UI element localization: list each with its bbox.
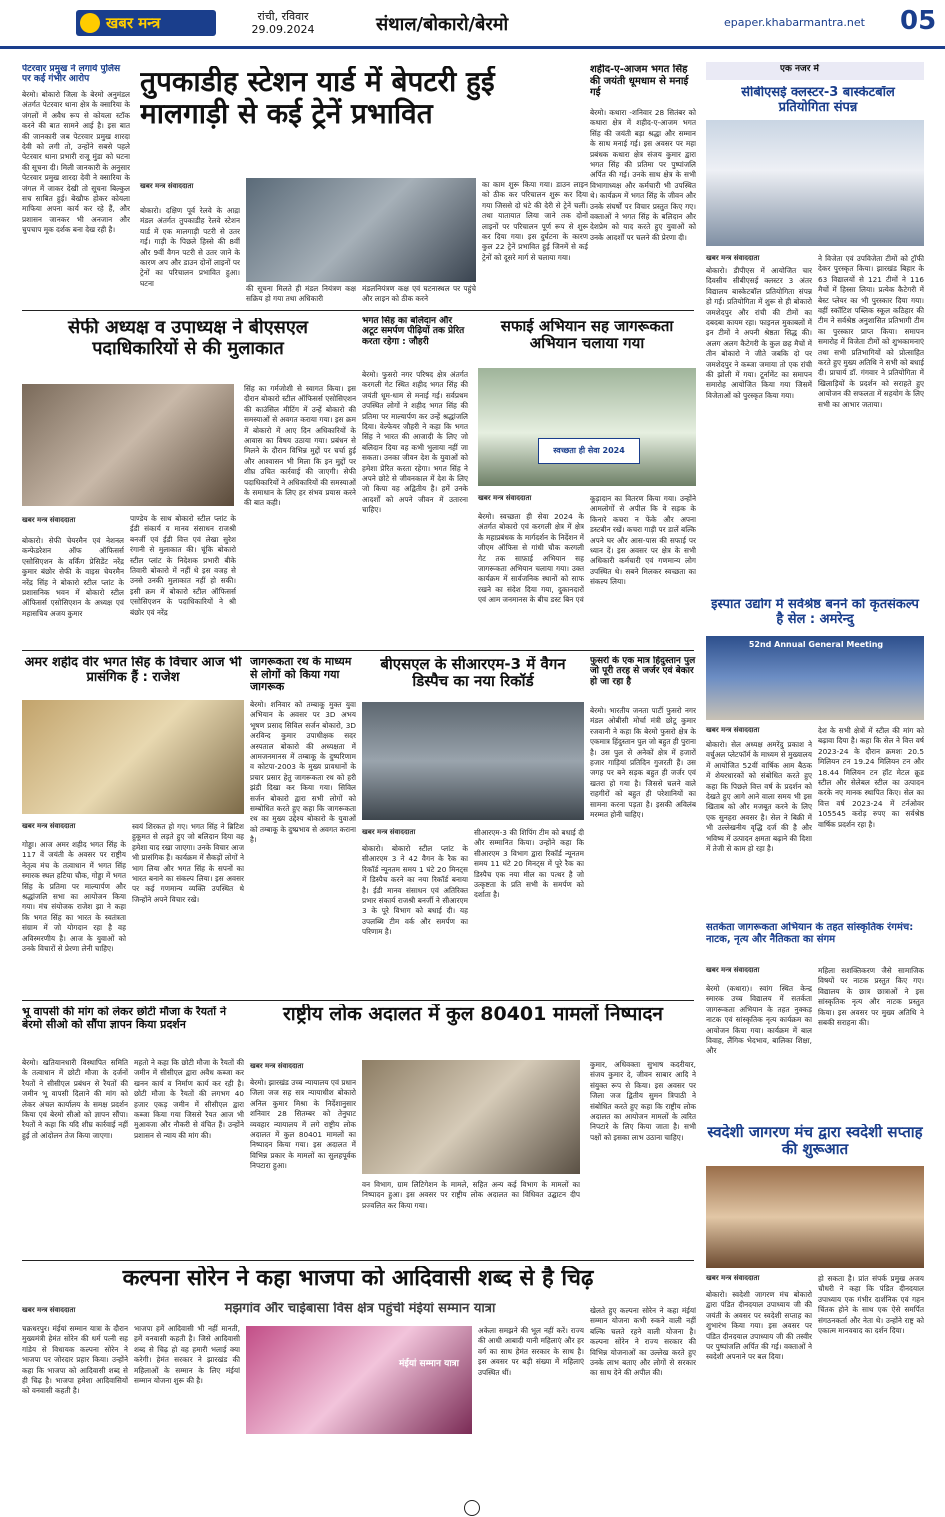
a13-headline: सतर्कता जागरूकता अभियान के तहत सांस्कृतिक रंगमंच: नाटक, नृत्य और नैतिकता का संगम [706,922,914,945]
a14-body-2: महतो ने कहा कि छोटी मौजा के रैयतों की जमीन में सीसीएल द्वारा अवैध कब्जा कर खनन कार्य व निर्माण कार्य कर रही है। छोटी मौजा के रैयतों की लगभग 40 हजार एकड़ जमीन में सीसीएल द्वारा कब्जा किया गया जिससे रैयत आज भी मुआवजा और नौकरी से वंचित हैं। उन्होंने प्रशासन से न्याय की मांग की। [134,1058,244,1140]
a16-headline: स्वदेशी जागरण मंच द्वारा स्वदेशी सप्ताह की शुरूआत [707,1124,923,1159]
a2-body-4: का काम शुरू किया गया। डाउन लाइन को ठीक कर परिचालन शुरू कर दिया गया जिससे दो घंटे की देरी से ट्रेनें चलीं। तथा यातायात लिया जाने तक दोनों लाइनों पर परिचालन पूर्ण रूप से शुरू कर दिया गया। इस दुर्घटना के कारण कुल 22 ट्रेनें प्रभावित हुई जिनमें से कई ट्रेनों को दूसरे मार्ग से चलाया गया। [482,180,588,262]
a17-body-3: अकेला समझने की भूल नहीं करें। राज्य की आधी आबादी यानी महिलाएं और हर वर्ग का साथ हेमंत सरकार के साथ है। इस अवसर पर बड़ी संख्या में महिलाएं उपस्थित थीं। [478,1326,584,1377]
brand-mark-icon [80,13,100,33]
a6-body: बेरमो। फुसरो नगर परिषद क्षेत्र अंतर्गत करगली गेट स्थित शहीद भगत सिंह की जयंती धूम-धाम से मनाई गई। सर्वप्रथम उपस्थित लोगों ने शहीद भगत सिंह की प्रतिमा पर माल्यार्पण कर उन्हें श्रद्धांजलि दिया। वेल्फेयर जौहरी ने कहा कि भगत सिंह ने भारत की आजादी के लिए जो बलिदान दिया वह कभी भुलाया नहीं जा सकता। उनका जीवन देश के युवाओं को हमेशा प्रेरित करता रहेगा। भगत सिंह ने अपने छोटे से जीवनकाल में देश के लिए जो किया वह अद्वितीय है। हमें उनके आदर्शों को अपने जीवन में उतारना चाहिए। [362,370,468,515]
a8-byline: खबर मन्त्र संवाददाता [706,726,760,734]
bhagat-singh-statue-photo [22,700,244,814]
a17-subheadline: मझगांव और चाईबासा विस क्षेत्र पहुंची मंईयां सम्मान यात्रा [224,1302,496,1316]
epaper-link[interactable]: epaper.khabarmantra.net [724,16,865,29]
brand-logo[interactable]: खबर मन्त्र [76,10,216,36]
a13-byline: खबर मन्त्र संवाददाता [706,966,760,974]
a5-headline: सेफी अध्यक्ष व उपाध्यक्ष ने बीएसएल पदाधिकारियों से की मुलाकात [68,318,308,359]
agm-stage-photo [706,636,924,720]
a4-byline: खबर मन्त्र संवाददाता [706,254,760,262]
a5-body-1: बोकारो। सेफी चेयरमैन एवं नेशनल कन्फेडरेशन ऑफ ऑफिसर्स एसोसिएशन के वर्किंग प्रेसिडेंट नरेंद्र कुमार बंछोर सेफी के वाइस चेयरमैन नरेंद्र सिंह ने बोकारो स्टील प्लांट के प्रशासनिक भवन में बोकारो स्टील ऑफिसर्स एसोसिएशन के अध्यक्ष एवं महासचिव अजय कुमार [22,536,124,618]
a6-headline: भगत सिंह का बलिदान और अटूट समर्पण पीढ़ियों तक प्रेरित करता रहेगा : जौहरी [362,316,465,347]
a2-body-2: की सूचना मिलते ही मंडल नियंत्रण कक्ष सक्रिय हो गया तथा अधिकारी [246,284,356,304]
a11-headline: बीएसएल के सीआरएम-3 में वैगन डिस्पैच का नया रिकॉर्ड [380,656,566,691]
a3-body: बेरमो। कथारा -शनिवार 28 सितंबर को कथारा क्षेत्र में शहीद-ए-आजम भगत सिंह की जयंती बड़ा श्रद्धा और सम्मान के साथ मनाई गई। इस अवसर पर महा प्रबंधक कथारा क्षेत्र संजय कुमार द्वारा भगत सिंह की प्रतिमा पर पुष्पांजलि अर्पित की गई। उनके साथ क्षेत्र के सभी विभागाध्यक्ष और कर्मचारी भी उपस्थित थे। कार्यक्रम में भगत सिंह के जीवन और उनके संघर्षों पर विचार प्रस्तुत किए गए। वक्ताओं ने भगत सिंह के बलिदान और देशप्रेम को याद करते हुए युवाओं को उनके आदर्शों पर चलने की प्रेरणा दी। [590,108,696,242]
cleanliness-banner: स्वच्छता ही सेवा 2024 [538,438,640,464]
a8-body-1: बोकारो। सेल अध्यक्ष अमरेंदु प्रकाश ने वर्चुअल प्लेटफॉर्म के माध्यम से मुख्यालय में आयोजित 52वीं वार्षिक आम बैठक में शेयरधारकों को संबोधित करते हुए कहा कि पिछले वित्त वर्ष के प्रदर्शन को देखते हुए आगे आने वाला समय भी इस खिताब को और मजबूत करने के लिए एक सुनहरा अवसर है। सेल ने बिक्री में भी उल्लेखनीय वृद्धि दर्ज की है और भविष्य में उत्पादन क्षमता बढ़ाने की दिशा में तेजी से काम हो रहा है। [706,740,812,854]
a3-headline: शहीद-ए-आजम भगत सिंह की जयंती धूमधाम से मनाई गई [590,64,689,98]
a2-body-3: मंडलनियंत्रण कक्ष एवं घटनास्थल पर पहुंचे और लाइन को ठीक करने [362,284,476,304]
a14-body-1: बेरमो। खतियानधारी विस्थापित समिति के तत्वाधान में छोटी मौजा के दर्जनों रैयतों ने सीसीएल प्रबंधन से रैयतों की जमीन भू वापसी दिलाने की मांग को लेकर अंचल कार्यालय के समक्ष प्रदर्शन किया एवं बेरमो सीओ को ज्ञापन सौंपा। रैयतों ने कहा कि यदि शीघ्र कार्रवाई नहीं हुई तो आंदोलन तेज किया जाएगा। [22,1058,128,1140]
a2-body-1: बोकारो। दक्षिण पूर्व रेलवे के आद्रा मंडल अंतर्गत तुपकाडीह रेलवे स्टेशन यार्ड में एक मालगाड़ी पटरी से उतर गई। गाड़ी के पिछले हिस्से की 8वीं और 9वीं वैगन पटरी से उतर जाने के कारण अप और डाउन दोनों लाइनों पर ट्रेनों का परिचालन प्रभावित हुआ। घटना [140,206,240,288]
a2-byline: खबर मन्त्र संवाददाता [140,182,194,190]
a1-headline: पेटरवार प्रमुख ने लगाये पुलिस पर कई गंभीर आरोप [22,64,121,85]
a16-byline: खबर मन्त्र संवाददाता [706,1274,760,1282]
maiyan-yatra-photo [246,1326,472,1434]
a7-body-2: कूड़ादान का वितरण किया गया। उन्होंने आमलोगों से अपील कि वे सड़क के किनारे कचरा न फेंके और अपना डस्टबीन रखें। कचरा गाड़ी पर डालें बल्कि अपने घर और आस-पास की सफाई पर ध्यान दें। इस अवसर पर क्षेत्र के सभी अधिकारी कर्मचारी एवं गणमान्य लोग उपस्थित थे। सबने मिलकर स्वच्छता का संकल्प लिया। [590,494,696,587]
a9-body-2: स्वयं शिरकत हो गए। भगत सिंह ने ब्रिटिश हुकूमत से लड़ते हुए जो बलिदान दिया वह हमेशा याद रखा जाएगा। उनके विचार आज भी प्रासंगिक हैं। कार्यक्रम में सैकड़ों लोगों ने भाग लिया और भगत सिंह के सपनों का भारत बनाने का संकल्प लिया। इस अवसर पर कई गणमान्य व्यक्ति उपस्थित थे जिन्होंने अपने विचार रखे। [132,822,244,904]
basketball-team-photo [706,120,924,246]
a17-body-4: खेलते हुए कल्पना सोरेन ने कहा मंईयां सम्मान योजना कभी रुकने वाली नहीं बल्कि चलते रहने वाली योजना है। कल्पना सोरेन ने राज्य सरकार की विभिन्न योजनाओं का उल्लेख करते हुए उनके लाभ बताए और लोगों से सरकार का साथ देने की अपील की। [590,1306,696,1378]
lok-adalat-photo [362,1060,580,1174]
a7-byline: खबर मन्त्र संवाददाता [478,494,532,502]
wagon-dispatch-photo [362,702,584,820]
a9-byline: खबर मन्त्र संवाददाता [22,822,76,830]
a1-body: बेरमो। बोकारो जिला के बेरमो अनुमंडल अंतर्गत पेटरवार थाना क्षेत्र के क्सारिया के जंगलों में अवैध रूप से कोयला स्टॉक करने की बात सामने आई है। इस बात की जानकारी जब पेटरवार प्रमुख शारदा देवी को लगी तो, उन्होंने सबसे पहले पेटरवार थाना प्रभारी राजू मुंडा को घटना की सूचना दी। मिली जानकारी के अनुसार पेटरवार प्रमुख शारदा देवी ने क्सारिया के जंगल में जाकर देखी तो सूचना बिल्कुल सच साबित हुई। बेखौफ होकर कोयला माफिया अपना कार्य कर रहे हैं, और प्रशासन जानकर भी अनजान और चुपचाप मूक दर्शक बना देख रही है। [22,90,130,235]
a16-body-2: हो सकता है। प्रांत संपर्क प्रमुख अजय चौधरी ने कहा कि पंडित दीनदयाल उपाध्याय एक गंभीर दार्शनिक एवं गहन चिंतक होने के साथ एक ऐसे समर्पित संगठनकर्ता और नेता थे। उन्होंने राष्ट्र को एकात्म मानववाद का दर्शन दिया। [818,1274,924,1336]
a17-headline: कल्पना सोरेन ने कहा भाजपा को आदिवासी शब्द से है चिढ़ [122,1266,594,1291]
dateline [238,10,328,36]
a5-body-2: पाण्डेय के साथ बोकारो स्टील प्लांट के ईडी संकार्य व मानव संसाधन राजश्री बनर्जी एवं ईडी वित्त एवं लेखा सुरेश रंगानी से मुलाकात की। चूंकि बोकारो स्टील प्लांट के निदेशक प्रभारी बीके तिवारी बोकारो में नहीं थे इस वजह से उनसे उनकी मुलाकात नहीं हो सकी। इसी क्रम में बोकारो स्टील ऑफिसर्स एसोसिएशन के पदाधिकारियों ने श्री बंछोर एवं नरेंद्र [130,514,236,617]
a14-headline: भू वापसी की मांग को लेकर छोटी मौजा के रैयतों ने बेरमो सीओ को सौंपा ज्ञापन किया प्रदर्शन [22,1006,227,1031]
a8-body-2: देश के सभी क्षेत्रों में स्टील की मांग को बढ़ावा दिया है। कहा कि सेल ने वित्त वर्ष 2023-24 के दौरान क्रमशः 20.5 मिलियन टन 19.24 मिलियन टन और 18.44 मिलियन टन हॉट मेटल क्रूड स्टील और सेलेबल स्टील का उत्पादन करके नए मानक स्थापित किए। सेल का वित्त वर्ष 2023-24 में टर्नओवर 105545 करोड़ रुपए का सर्वश्रेष्ठ वार्षिक प्रदर्शन रहा है। [818,726,924,829]
a17-byline: खबर मन्त्र संवाददाता [22,1306,76,1314]
a7-headline: सफाई अभियान सह जागरूकता अभियान चलाया गया [500,318,674,353]
divider [22,650,694,651]
a9-headline: अमर शहीद वीर भगत सिंह के विचार आज भी प्रासंगिक हैं : राजेश [24,656,242,685]
agm-banner: 52nd Annual General Meeting [748,640,884,649]
a4-body-2: ने विजेता एवं उपविजेता टीमों को ट्रॉफी देकर पुरस्कृत किया। झारखंड बिहार के 63 विद्यालयों से 121 टीमों ने 116 मैचों में हिस्सा लिया। प्रत्येक कैटेगरी में बेस्ट प्लेयर का भी पुरस्कार दिया गया। वहीं स्कॉटिश पब्लिक स्कूल कठिहार की टीम ने सर्वश्रेष्ठ अनुशासित प्रतिभागी टीम का पुरस्कार प्राप्त किया। समापन समारोह में विजेता टीमों को शुभकामनाएं तथा सभी प्रतिभागियों को प्रोत्साहित करते हुए मुख्य अतिथि ने सभी को बधाई दी। प्राचार्य डॉ. गंगवार ने प्रतियोगिता में खिलाड़ियों के प्रदर्शन को सराहते हुए आयोजन की सफलता में सहयोग के लिए सभी का आभार जताया। [818,254,924,409]
a11-body-2: सीआरएम-3 की शिपिंग टीम को बधाई दी और सम्मानित किया। उन्होंने कहा कि सीआरएम 3 विभाग द्वारा रिकॉर्ड न्यूनतम समय 11 घंटे 20 मिनट्स में पूरे रैक का डिस्पैच एक नया मील का पत्थर है जो उत्कृष्टता के प्रति सभी के समर्पण को दर्शाता है। [474,828,584,900]
registration-mark-icon [464,1500,480,1516]
a10-body: बेरमो। शनिवार को तम्बाकू मुक्त युवा अभियान के अवसर पर 3D अभय भूषण प्रसाद सिविल सर्जन बोकारो, 3D अरविन्द कुमार उपाधीक्षक सदर अस्पताल बोकारो की अध्यक्षता में आमजनमानस में तम्बाकू के दुष्परिणाम व कोटपा-2003 के मुख्य प्रावधानों के प्रचार प्रसार हेतु जागरूकता रथ को हरी झंडी दिखा कर किया गया। सिविल सर्जन बोकारो द्वारा सभी लोगों को सम्बोधित करते हुए कहा कि जागरूकता रथ का मुख्य उद्देश्य बोकारो के युवाओं को तम्बाकू के दुष्प्रभाव से अवगत कराना है। [250,700,356,845]
divider [22,310,694,311]
a5-body-3: सिंह का गर्मजोशी से स्वागत किया। इस दौरान बोकारो स्टील ऑफिसर्स एसोसिएशन की काउंसिल मीटिंग में उन्हें बोकारो की समस्याओं से अवगत कराया गया। इस क्रम में बोकारो में आए दिन अधिकारियों के आवास का विषय उठाया गया। प्रबंधन से मिलने के दौरान विभिन्न मुद्दों पर चर्चा हुई और आश्वासन भी मिला कि इन मुद्दों पर शीघ्र उचित कार्रवाई की जाएगी। सेफी पदाधिकारियों ने अधिकारियों की समस्याओं के समाधान के लिए हर संभव प्रयास करने की बात कही। [244,384,356,508]
a4-body-1: बोकारो। डीपीएस में आयोजित चार दिवसीय सीबीएसई क्लस्टर 3 अंतर विद्यालय बास्केटबॉल प्रतियोगिता संपन्न हो गई। प्रतियोगिता में शुरू से ही बोकारो जमशेदपुर और रांची की टीमों का दबदबा कायम रहा। फाइनल मुकाबलों में इन टीमों ने अपनी श्रेष्ठता सिद्ध की। अलग अलग कैटेगरी के कुल छह मैचों में तीन बोकारो ने जीते जबकि दो पर जमशेदपुर ने कब्जा जमाया तो एक रांची की झोली में गया। टूर्नामेंट का समापन समारोह आयोजित किया गया जिसमें विजेताओं को पुरस्कृत किया गया। [706,266,812,400]
divider [22,1000,694,1001]
a15-body-2: वन विभाग, ग्राम लिटिगेशन के मामले, सहित अन्य कई विभाग के मामलों का निष्पादन हुआ। इस अवसर पर राष्ट्रीय लोक अदालत का विधिवत उद्घाटन दीप प्रज्वलित कर किया गया। [362,1180,580,1210]
a16-body-1: बोकारो। स्वदेशी जागरण मंच बोकारो द्वारा पंडित दीनदयाल उपाध्याय जी की जयंती के अवसर पर स्वदेशी सप्ताह का शुभारंभ किया गया। इस अवसर पर पंडित दीनदयाल उपाध्याय जी की तस्वीर पर पुष्पांजलि अर्पित की गई। वक्ताओं ने स्वदेशी अपनाने पर बल दिया। [706,1290,812,1362]
a17-body-1: चक्रधरपुर। मंईयां सम्मान यात्रा के दौरान मुख्यमंत्री हेमंत सोरेन की धर्म पत्नी सह गांडेय से विधायक कल्पना सोरेन ने भाजपा पर जोरदार प्रहार किया। उन्होंने कहा कि भाजपा को आदिवासी शब्द से ही चिढ़ है। भाजपा हमेशा आदिवासियों को वनवासी कहती है। [22,1324,128,1396]
swadeshi-event-photo [706,1166,924,1268]
divider [22,1260,694,1261]
a12-body: बेरमो। भारतीय जनता पार्टी फुसरो नगर मंडल ओबीसी मोर्चा मंत्री छोटू कुमार रजवानी ने कहा कि बेरमो फुसरो क्षेत्र के एकमात्र हिंदुस्तान पुल जो बहुत ही पुराना है। उस पुल से अनेकों क्षेत्र में हजारों हजार गाड़ियां प्रतिदिन गुजरती हैं। उस जगह पर बने सड़क बहुत ही जर्जर एवं खतरा हो गया है। जिससे चलने वाले राहगीरों को बहुत ही परेशानियों का सामना करना पड़ता है। इसकी अविलंब मरम्मत होनी चाहिए। [590,706,696,820]
a10-headline: जागरूकता रथ के माध्यम से लोगों को किया गया जागरूक [250,656,352,694]
a13-body-2: महिला सशक्तिकरण जैसे सामाजिक विषयों पर नाटक प्रस्तुत किए गए। विद्यालय के छात्र छात्राओं ने इस सांस्कृतिक नृत्य और नाटक प्रस्तुत किया। इस अवसर पर मुख्य अतिथि ने सबकी सराहना की। [818,966,924,1028]
a11-byline: खबर मन्त्र संवाददाता [362,828,416,836]
a9-body-1: गोड्डा। आज अमर शहीद भगत सिंह के 117 वें जयंती के अवसर पर राष्ट्रीय नेतृत्व मंच के तत्वाधान में भगत सिंह स्मारक स्थल हटिया चौक, गोड्डा में भगत सिंह के प्रतिमा पर माल्यार्पण और श्रद्धांजलि सभा का आयोजन किया गया। मंच संयोजक राजेश झा ने कहा कि भगत सिंह का भारत के स्वतंत्रता संग्राम में जो योगदान रहा है वह अविस्मरणीय है। आज के युवाओं को उनके विचारों से प्रेरणा लेनी चाहिए। [22,840,126,954]
a2-headline: तुपकाडीह स्टेशन यार्ड में बेपटरी हुई मालगाड़ी से कई ट्रेनें प्रभावित [140,66,495,131]
cleanliness-drive-photo [478,368,696,486]
a17-body-2: भाजपा हमें आदिवासी भी नहीं मानती, हमें वनवासी कहती है। जिसे आदिवासी शब्द से चिढ़ हो वह हमारी भलाई क्या करेगी। हेमंत सरकार ने झारखंड की महिलाओं के सम्मान के लिए मंईयां सम्मान योजना शुरू की है। [134,1324,240,1386]
a5-byline: खबर मन्त्र संवाददाता [22,516,76,524]
date-label: 29.09.2024 [251,23,315,36]
section-title: संथाल/बोकारो/बेरमो [376,14,509,35]
maiyan-banner: मंईयां सम्मान यात्रा [399,1359,459,1369]
a15-body-1: बेरमो। झारखंड उच्च न्यायालय एवं प्रधान जिला जज सह सत्र न्यायाधीश बोकारो अनिल कुमार मिश्रा के निर्देशानुसार शनिवार 28 सितम्बर को तेनुघाट व्यवहार न्यायालय में लगे राष्ट्रीय लोक अदालत में कुल 80401 मामलों का निष्पादन किया गया। इस अदालत में विभिन्न प्रकार के मामलों का सुलहपूर्वक निपटारा हुआ। [250,1078,356,1171]
a8-headline: इस्पात उद्योग में सर्वश्रेष्ठ बनने को कृतसंकल्प है सेल : अमरेन्दु [711,598,919,627]
city-label: रांची, रविवार [257,10,309,23]
meeting-photo [22,384,234,506]
a13-body-1: बेरमो (कथारा)। स्वांग स्थित केन्द्र स्मारक उच्च विद्यालय में सतर्कता जागरूकता अभियान के तहत नुक्कड़ नाटक एवं सांस्कृतिक नृत्य कार्यक्रम का आयोजन किया गया। कार्यक्रम में बाल विवाह, लैंगिक भेदभाव, बालिका शिक्षा, और [706,984,812,1056]
a11-body-1: बोकारो। बोकारो स्टील प्लांट के सीआरएम 3 ने 42 वैगन के रैक का रिकॉर्ड न्यूनतम समय 1 घंटे 20 मिनट्स में डिस्पैच करने का नया रिकॉर्ड बनाया है। ईडी मानव संसाधन एवं अतिरिक्त प्रभार संकार्य राजश्री बनर्जी ने सीआरएम 3 के पूरे विभाग को बधाई दी। यह उपलब्धि टीम वर्क और समर्पण का परिणाम है। [362,844,468,937]
nazar-tag: एक नजर में [780,64,819,74]
a15-body-3: कुमार, अधिवक्ता सुभाष कदरीयार, संजय कुमार दे, जीवन साबार आदि ने संयुक्त रूप से किया। इस अवसर पर जिला जज द्वितीय सुमन त्रिपाठी ने संबोधित करते हुए कहा कि राष्ट्रीय लोक अदालत का आयोजन मामलों के त्वरित निपटारे के लिए किया जाता है। सभी पक्षों को इसका लाभ उठाना चाहिए। [590,1060,696,1142]
a12-headline: फुसरो के एक मात्र हिंदुस्तान पुल जो पूरी तरह से जर्जर एवं बेकार हो जा रहा है [590,656,696,687]
a7-body-1: बेरमो। स्वच्छता ही सेवा 2024 के अंतर्गत बोकारो एवं करगली क्षेत्र में क्षेत्र के महाप्रबंधक के मार्गदर्शन के निर्देशन में जीएम ऑफिस से गांधी चौक करगली गेट तक साफ़ाई अभियान सह जागरूकता अभियान चलाया गया। उक्त कार्यक्रम में सार्वजनिक स्थानों को साफ रखने का संदेश दिया गया, दुकानदारों एवं आम जनमानस के बीच डस्ट बिन एवं [478,512,584,605]
a15-byline: खबर मन्त्र संवाददाता [250,1062,304,1070]
a4-headline: सीबीएसई क्लस्टर-3 बास्केटबॉल प्रतियोगिता संपन्न [741,86,895,115]
page-number: 05 [900,6,937,36]
derailment-photo [246,178,476,282]
a15-headline: राष्ट्रीय लोक अदालत में कुल 80401 मामलों निष्पादन [283,1004,663,1025]
